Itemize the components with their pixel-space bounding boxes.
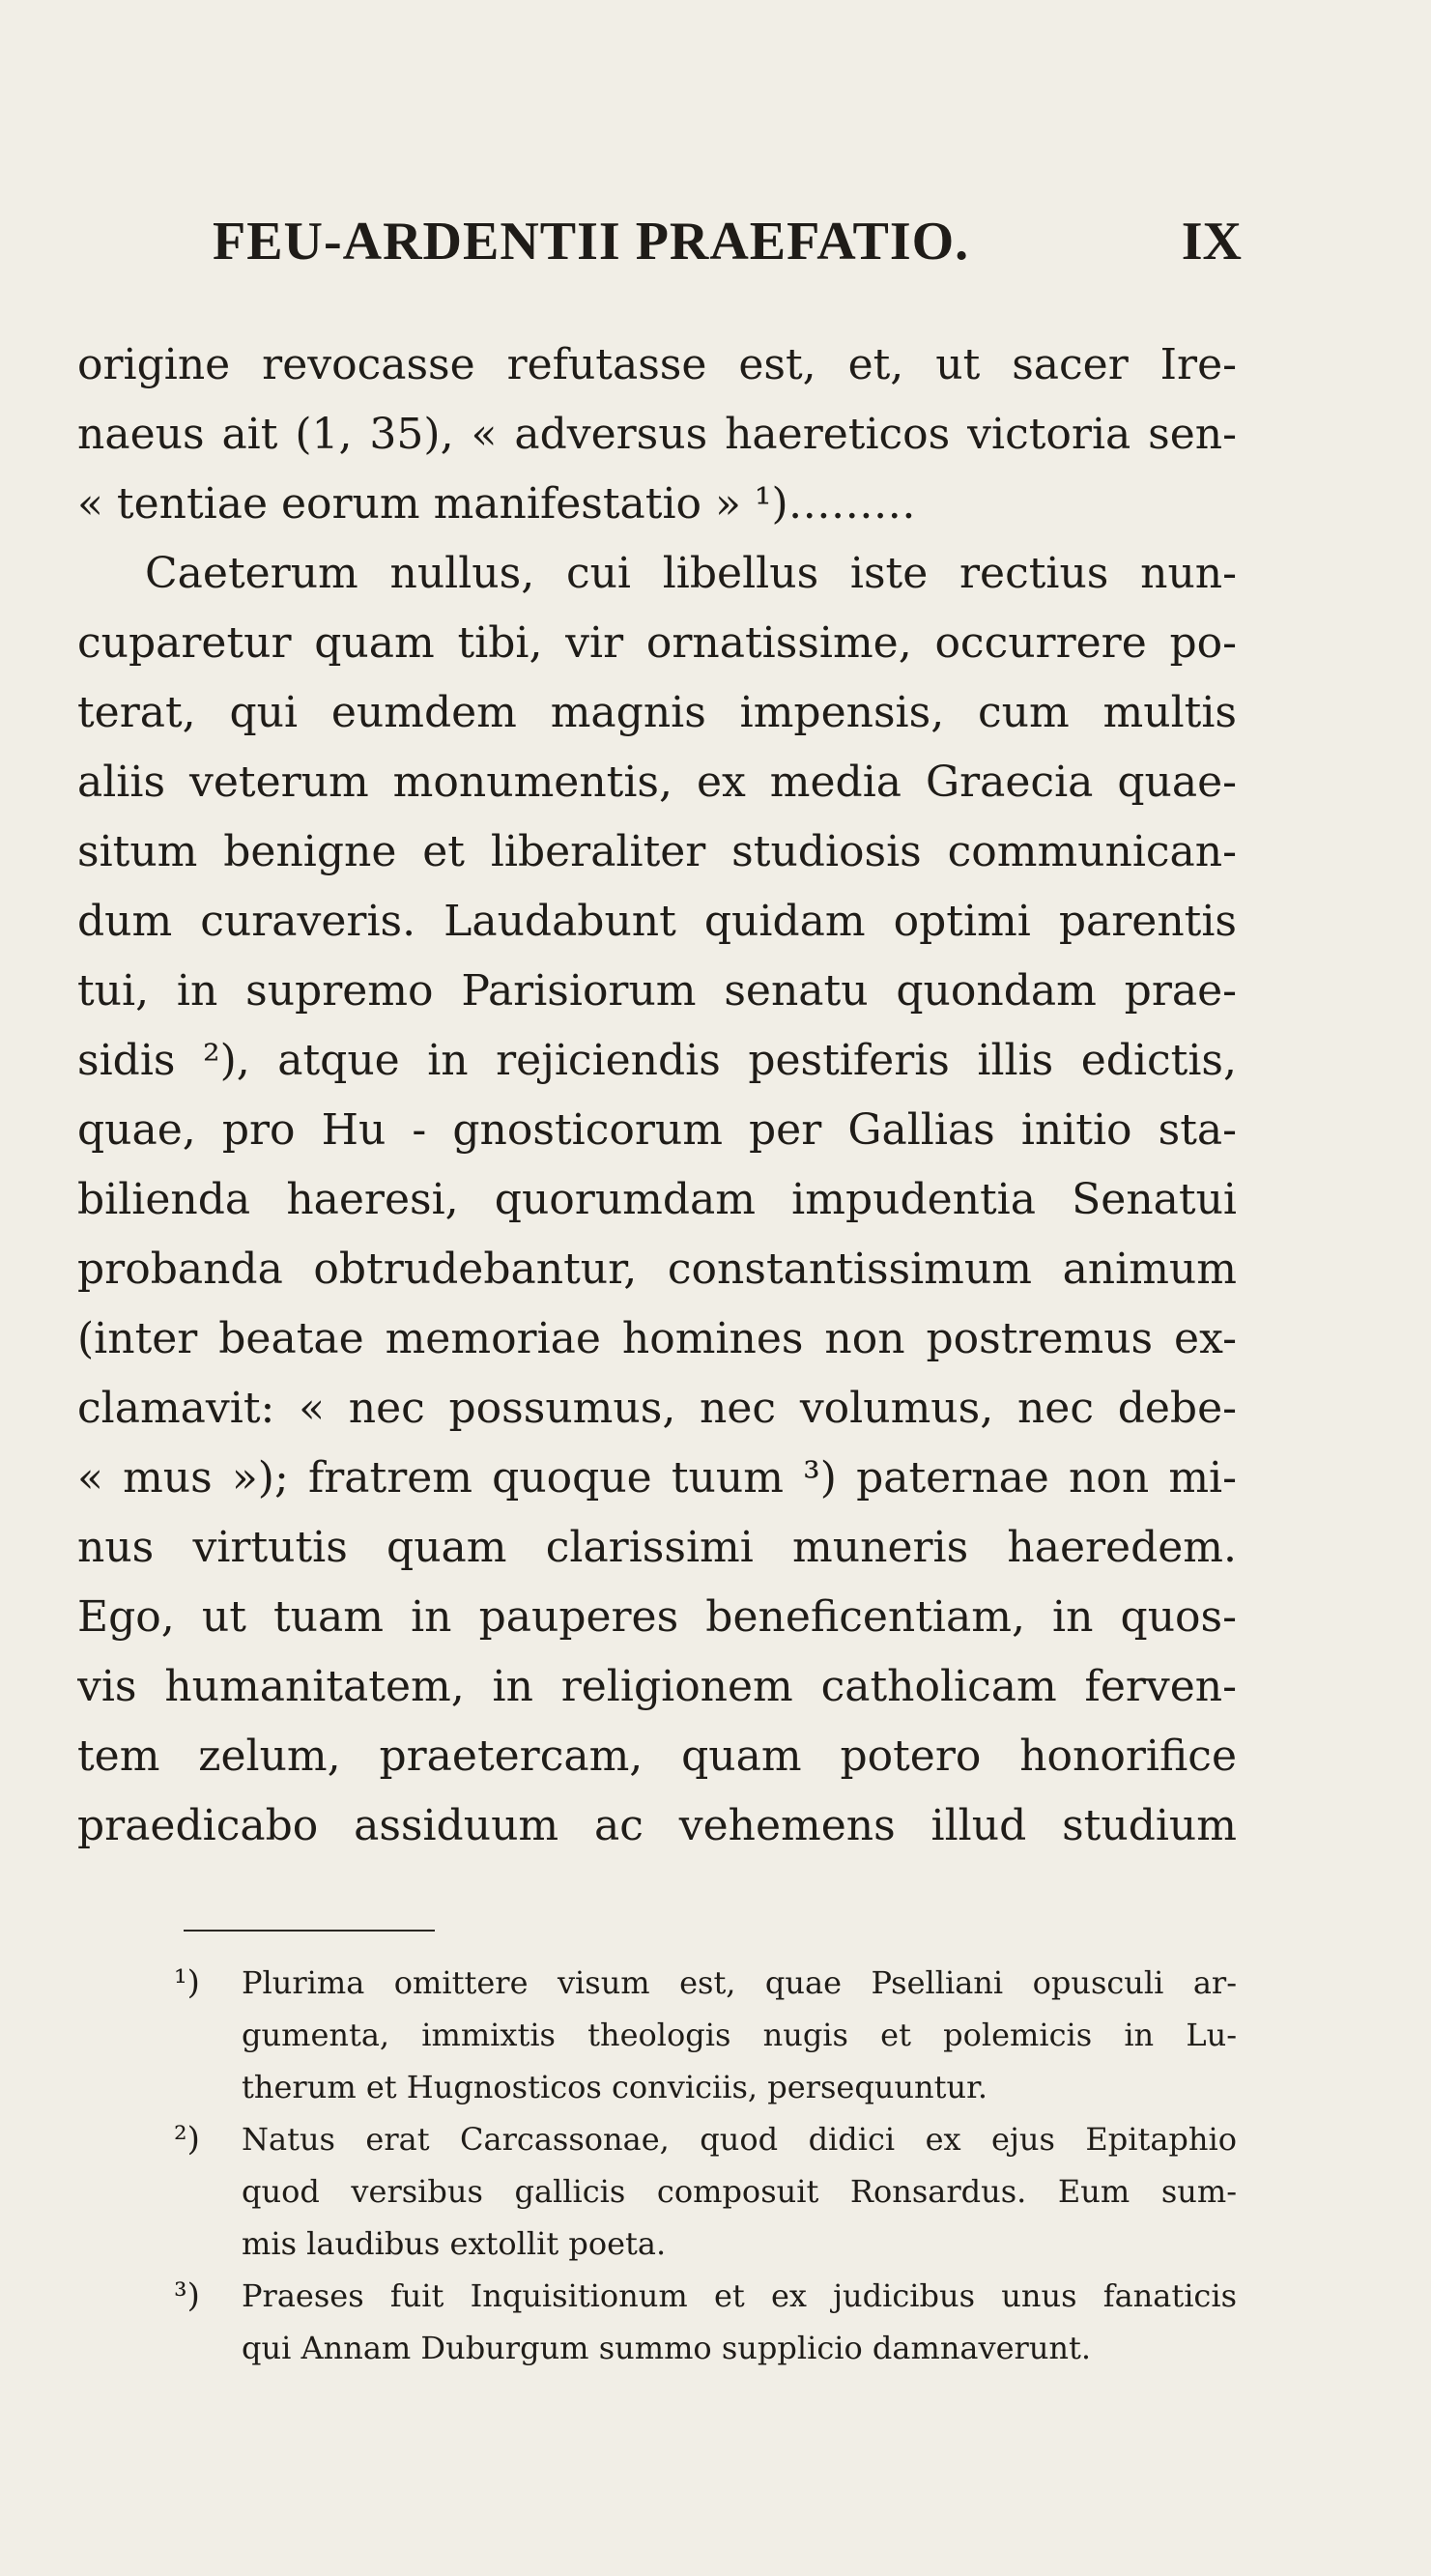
text-line: tem zelum, praetercam, quam potero honorifice	[77, 1732, 1237, 1781]
text-line: « tentiae eorum manifestatio » ¹)………	[77, 479, 916, 529]
text-line: dum curaveris. Laudabunt quidam optimi parentis	[77, 897, 1237, 946]
footnote-line: gumenta, immixtis theologis nugis et polemicis in Lu-	[242, 2017, 1237, 2053]
text-line: aliis veterum monumentis, ex media Graecia quae-	[77, 758, 1237, 807]
text-line: probanda obtrudebantur, constantissimum animum	[77, 1245, 1237, 1294]
footnote-2	[174, 2113, 1237, 2270]
footnote-line: qui Annam Duburgum summo supplicio damnaverunt.	[242, 2330, 1092, 2366]
text-line: quae, pro Hu - gnosticorum per Gallias initio sta-	[77, 1105, 1237, 1155]
footnote-marker: ³)	[174, 2276, 200, 2315]
footnote-marker: ²)	[174, 2120, 200, 2159]
text-line: vis humanitatem, in religionem catholicam ferven-	[77, 1662, 1237, 1711]
text-line: tui, in supremo Parisiorum senatu quondam prae-	[77, 966, 1237, 1016]
text-line: nus virtutis quam clarissimi muneris haeredem.	[77, 1523, 1237, 1572]
footnote-line: Plurima omittere visum est, quae Pselliani opusculi ar-	[242, 1964, 1237, 2001]
text-line: naeus ait (1, 35), « adversus haereticos victoria sen-	[77, 410, 1237, 459]
text-line: terat, qui eumdem magnis impensis, cum multis	[77, 688, 1237, 737]
text-line: sidis ²), atque in rejiciendis pestiferis illis edictis,	[77, 1036, 1237, 1085]
footnote-line: quod versibus gallicis composuit Ronsardus. Eum sum-	[242, 2173, 1237, 2210]
running-title: FEU-ARDENTII PRAEFATIO.	[213, 212, 970, 272]
text-line: clamavit: « nec possumus, nec volumus, nec debe-	[77, 1384, 1237, 1433]
text-line: cuparetur quam tibi, vir ornatissime, occurrere po-	[77, 618, 1237, 668]
text-line: situm benigne et liberaliter studiosis communican-	[77, 827, 1237, 876]
text-line: praedicabo assiduum ac vehemens illud studium	[77, 1801, 1237, 1850]
text-line: « mus »); fratrem quoque tuum ³) paternae non mi-	[77, 1453, 1237, 1503]
footnote-line: Praeses fuit Inquisitionum et ex judicibus unus fanaticis	[242, 2277, 1237, 2314]
text-line: origine revocasse refutasse est, et, ut sacer Ire-	[77, 340, 1237, 389]
text-line: bilienda haeresi, quorumdam impudentia Senatui	[77, 1175, 1237, 1224]
footnote-marker: ¹)	[174, 1963, 200, 2002]
footnote-rule	[184, 1930, 435, 1932]
running-header	[213, 211, 1242, 278]
page-number: IX	[1181, 212, 1242, 272]
footnote-1	[174, 1957, 1237, 2113]
main-text	[77, 330, 1237, 1861]
text-line: (inter beatae memoriae homines non postremus ex-	[77, 1314, 1237, 1363]
text-line: Caeterum nullus, cui libellus iste rectius nun-	[145, 549, 1237, 598]
footnote-line: mis laudibus extollit poeta.	[242, 2225, 667, 2262]
footnote-line: therum et Hugnosticos conviciis, persequuntur.	[242, 2069, 988, 2105]
footnotes	[174, 1957, 1237, 2374]
footnote-3	[174, 2270, 1237, 2374]
text-line: Ego, ut tuam in pauperes beneficentiam, in quos-	[77, 1592, 1237, 1642]
footnote-line: Natus erat Carcassonae, quod didici ex ejus Epitaphio	[242, 2121, 1237, 2158]
